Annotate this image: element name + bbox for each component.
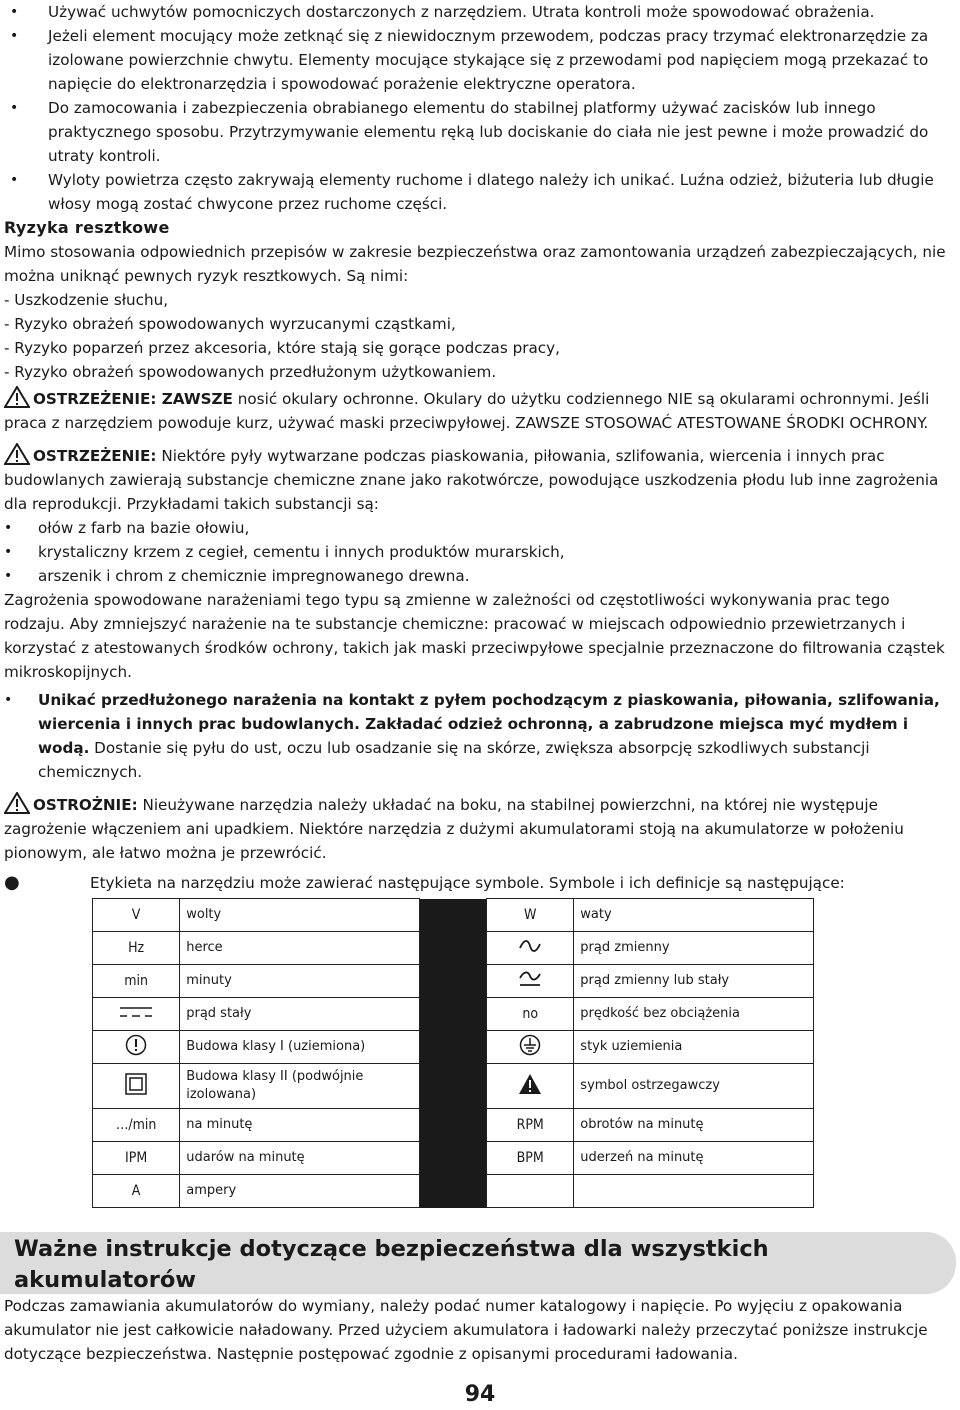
exposure-text: Zagrożenia spowodowane narażeniami tego typu są zmienne w zależności od częstotliwości wykonywania prac tego rodzaju. Aby zmniejszyć narażenie na te substancje chemiczne: pracować w miejscach odpowiednio przewietrzanych i korzystać z atestowanych środków ochrony, takich jak maski przeciwpyłowe specjalnie przeznaczone do filtrowania cząstek mikroskopijnych. (4, 591, 945, 681)
symbol-cell (487, 932, 574, 965)
symbol-row (93, 932, 814, 965)
definition-cell (574, 1175, 814, 1208)
definition-cell: prąd zmienny lub stały (574, 965, 814, 998)
list-item: • arszenik i chrom z chemicznie impregnowanego drewna. (4, 567, 470, 585)
bullet-text: Używać uchwytów pomocniczych dostarczonych z narzędziem. Utrata kontroli może spowodować obrażenia. (48, 3, 875, 21)
list-item: • Jeżeli element mocujący może zetknąć się z niewidocznym przewodem, podczas pracy trzymać elektronarzędzie za izolowane powierzchnie chwytu. Elementy mocujące stykające się z przewodami pod napięciem mogą przekazać to napięcie do elektronarzędzia i spowodować porażenie elektryczne operatora. (4, 24, 952, 96)
symbol-cell: IPM (93, 1142, 180, 1175)
symbol-cell: no (487, 998, 574, 1031)
definition-cell: uderzeń na minutę (574, 1142, 814, 1175)
definition-cell: na minutę (180, 1109, 420, 1142)
table-divider (419, 1031, 486, 1064)
dc-icon (119, 1005, 153, 1019)
symbol-cell (487, 965, 574, 998)
list-item: ● Etykieta na narzędziu może zawierać następujące symbole. Symbole i ich definicje są następujące: (4, 871, 952, 895)
definition-cell: prąd stały (180, 998, 420, 1031)
table-divider (419, 1109, 486, 1142)
symbol-cell (93, 1031, 180, 1064)
table-divider (419, 998, 486, 1031)
residual-risks-heading: Ryzyka resztkowe (4, 218, 170, 237)
caution (4, 792, 952, 865)
ac-icon (519, 939, 541, 953)
list-item: • Wyloty powietrza często zakrywają elementy ruchome i dlatego należy ich unikać. Luźna odzież, biżuteria lub długie włosy mogą zostać chwycone przez ruchome części. (4, 168, 952, 216)
list-item: • krystaliczny krzem z cegieł, cementu i innych produktów murarskich, (4, 543, 565, 561)
residual-intro: Mimo stosowania odpowiednich przepisów w zakresie bezpieczeństwa oraz zamontowania urządzeń zabezpieczających, nie można uniknąć pewnych ryzyk resztkowych. Są nimi: (4, 243, 946, 285)
list-item: • Unikać przedłużonego narażenia na kontakt z pyłem pochodzącym z piaskowania, piłowania, szlifowania, wiercenia i innych prac budowlanych. Zakładać odzież ochronną, a zabrudzone miejsca myć mydłem i wodą. Dostanie się pyłu do ust, oczu lub osadzanie się na skórze, zwiększa absorpcję szkodliwych substancji chemicznych. (4, 691, 940, 781)
list-item: • Do zamocowania i zabezpieczenia obrabianego elementu do stabilnej platformy używać zacisków lub innego praktycznego sposobu. Przytrzymywanie elementu ręką lub dociskanie do ciała nie jest pewne i może prowadzić do utraty kontroli. (4, 96, 952, 168)
warning-symbol-icon (519, 1074, 541, 1094)
list-item: • Używać uchwytów pomocniczych dostarczonych z narzędziem. Utrata kontroli może spowodować obrażenia. (4, 0, 952, 24)
definition-cell: styk uziemienia (574, 1031, 814, 1064)
warning-label: OSTRZEŻENIE: ZAWSZE (33, 390, 233, 408)
symbol-cell: min (93, 965, 180, 998)
warning-goggles (4, 386, 952, 435)
bullet-text: Do zamocowania i zabezpieczenia obrabianego elementu do stabilnej platformy używać zacisków lub innego praktycznego sposobu. Przytrzymywanie elementu ręką lub dociskanie do ciała nie jest pewne i może prowadzić do utraty kontroli. (48, 99, 929, 165)
table-divider (419, 1175, 486, 1208)
symbol-row (93, 899, 814, 932)
definition-cell: obrotów na minutę (574, 1109, 814, 1142)
residual-item: - Uszkodzenie słuchu, (4, 291, 169, 309)
bullet-text: Jeżeli element mocujący może zetknąć się z niewidocznym przewodem, podczas pracy trzymać elektronarzędzie za izolowane powierzchnie chwytu. Elementy mocujące stykające się z przewodami pod napięciem mogą przekazać to napięcie do elektronarzędzia i spowodować porażenie elektryczne operatora. (48, 27, 929, 93)
symbol-cell: …/min (93, 1109, 180, 1142)
page-content (4, 0, 952, 895)
warning-label: OSTRZEŻENIE: (33, 447, 157, 465)
class2-icon (125, 1073, 147, 1095)
symbol-row (93, 1064, 814, 1109)
symbol-row (93, 1109, 814, 1142)
symbol-row (93, 1031, 814, 1064)
symbol-cell (93, 998, 180, 1031)
table-divider (419, 899, 486, 932)
warning-text: Niektóre pyły wytwarzane podczas piaskowania, piłowania, szlifowania, wiercenia i innych prac budowlanych zawierają substancje chemiczne znane jako rakotwórcze, powodujące uszkodzenia płodu lub inne zagrożenia dla reprodukcji. Przykładami takich substancji są: (4, 447, 939, 513)
symbol-cell (93, 1064, 180, 1109)
bold-instruction: Unikać przedłużonego narażenia na kontakt z pyłem pochodzącym z piaskowania, piłowania, szlifowania, wiercenia i innych prac budowlanych. Zakładać odzież ochronną, a zabrudzone miejsca myć mydłem i wodą. (38, 691, 940, 757)
warning-triangle-icon (4, 792, 30, 814)
definition-cell: Budowa klasy II (podwójnie izolowana) (180, 1064, 420, 1109)
definition-cell: symbol ostrzegawczy (574, 1064, 814, 1109)
symbols-intro: Etykieta na narzędziu może zawierać następujące symbole. Symbole i ich definicje są następujące: (90, 874, 845, 892)
residual-item: - Ryzyko obrażeń spowodowanych przedłużonym użytkowaniem. (4, 363, 497, 381)
section-title: Ważne instrukcje dotyczące bezpieczeństwa dla wszystkich akumulatorów (14, 1236, 769, 1293)
definition-cell: Budowa klasy I (uziemiona) (180, 1031, 420, 1064)
warning-dust (4, 443, 952, 516)
caution-text: Nieużywane narzędzia należy układać na boku, na stabilnej powierzchni, na której nie występuje zagrożenie włączeniem ani upadkiem. Niektóre narzędzia z dużymi akumulatorami stoją na akumulatorze w położeniu pionowym, ale łatwo można je przewrócić. (4, 796, 904, 862)
warning-triangle-icon (4, 443, 30, 465)
warning-triangle-icon (4, 386, 30, 408)
page-number: 94 (464, 1382, 496, 1407)
definition-cell: herce (180, 932, 420, 965)
definition-cell: ampery (180, 1175, 420, 1208)
symbol-row (93, 1175, 814, 1208)
table-divider (419, 965, 486, 998)
symbol-cell: A (93, 1175, 180, 1208)
table-divider (419, 1142, 486, 1175)
symbol-cell: BPM (487, 1142, 574, 1175)
warning-text: nosić okulary ochronne. Okulary do użytku codziennego NIE są okularami ochronnymi. Jeśli praca z narzędziem powoduje kurz, używać maski przeciwpyłowej. ZAWSZE STOSOWAĆ ATESTOWANE ŚRODKI OCHRONY. (4, 390, 930, 432)
definition-cell: udarów na minutę (180, 1142, 420, 1175)
symbols-table (92, 898, 814, 1208)
symbol-cell: Hz (93, 932, 180, 965)
list-item: • ołów z farb na bazie ołowiu, (4, 519, 250, 537)
definition-cell: waty (574, 899, 814, 932)
symbol-cell (487, 1175, 574, 1208)
class1-icon (125, 1034, 147, 1056)
definition-cell: prąd zmienny (574, 932, 814, 965)
symbol-cell: V (93, 899, 180, 932)
symbol-cell: RPM (487, 1109, 574, 1142)
residual-item: - Ryzyko obrażeń spowodowanych wyrzucanymi cząstkami, (4, 315, 456, 333)
table-divider (419, 932, 486, 965)
definition-cell: prędkość bez obciążenia (574, 998, 814, 1031)
residual-item: - Ryzyko poparzeń przez akcesoria, które stają się gorące podczas pracy, (4, 339, 560, 357)
earth-icon (519, 1034, 541, 1056)
symbol-row (93, 998, 814, 1031)
bullet-text: Wyloty powietrza często zakrywają elementy ruchome i dlatego należy ich unikać. Luźna odzież, biżuteria lub długie włosy mogą zostać chwycone przez ruchome części. (48, 171, 934, 213)
definition-cell: wolty (180, 899, 420, 932)
ac-dc-icon (519, 971, 541, 987)
symbol-cell: W (487, 899, 574, 932)
symbol-cell (487, 1031, 574, 1064)
symbol-row (93, 965, 814, 998)
section-text: Podczas zamawiania akumulatorów do wymiany, należy podać numer katalogowy i napięcie. Po wyjęciu z opakowania akumulator nie jest całkowicie naładowany. Przed użyciem akumulatora i ładowarki należy przeczytać poniższe instrukcje dotyczące bezpieczeństwa. Następnie postępować zgodnie z opisanymi procedurami ładowania. (4, 1297, 928, 1363)
caution-label: OSTROŻNIE: (33, 796, 138, 814)
definition-cell: minuty (180, 965, 420, 998)
symbol-row (93, 1142, 814, 1175)
symbol-cell (487, 1064, 574, 1109)
table-divider (419, 1064, 486, 1109)
